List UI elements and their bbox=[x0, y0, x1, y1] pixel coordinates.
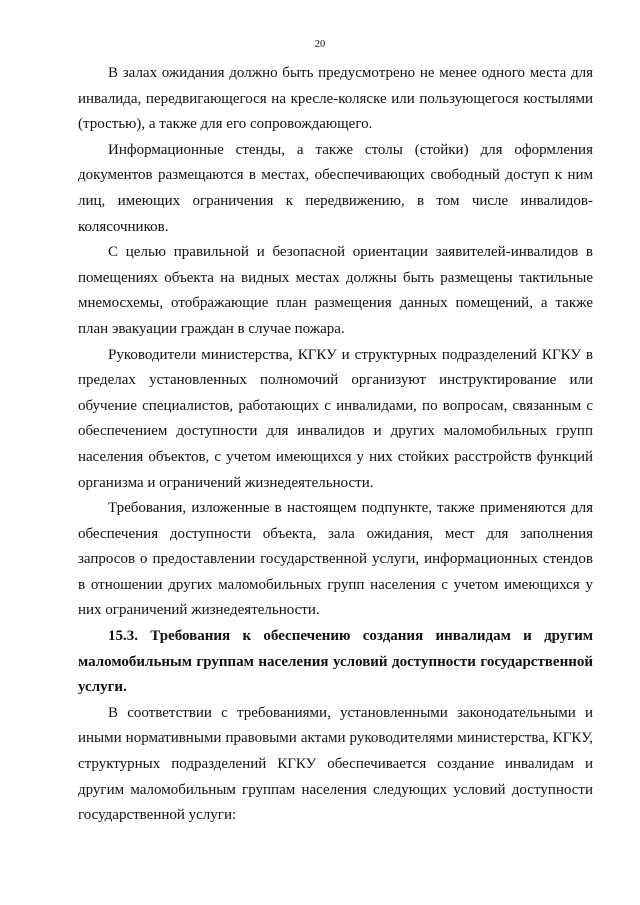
document-body bbox=[78, 61, 593, 829]
paragraph-accessibility-requirements: Требования, изложенные в настоящем подпункте, также применяются для обеспечения доступности объекта, зала ожидания, мест для заполнения запросов о предоставлении государственной услуги, информационных стендов в отношении других маломобильных групп населения с учетом имеющихся у них ограничений жизнедеятельности. bbox=[78, 500, 593, 619]
page-number: 20 bbox=[314, 39, 326, 50]
paragraph-staff-training: Руководители министерства, КГКУ и структурных подразделений КГКУ в пределах установленных полномочий организуют инструктирование или обучение специалистов, работающих с инвалидами, по вопросам, связанным с обеспечением доступности для инвалидов и других маломобильных групп населения объектов, с учетом имеющихся у них стойких расстройств функций организма и ограничений жизнедеятельности. bbox=[78, 346, 593, 491]
paragraph-waiting-hall-seats: В залах ожидания должно быть предусмотрено не менее одного места для инвалида, передвигающегося на кресле-коляске или пользующегося костылями (тростью), а также для его сопровождающего. bbox=[78, 65, 593, 133]
paragraph-accessibility-conditions: В соответствии с требованиями, установленными законодательными и иными нормативными правовыми актами руководителями министерства, КГКУ, структурных подразделений КГКУ обеспечивается создание инвалидам и другим маломобильным группам населения следующих условий доступности государственной услуги: bbox=[78, 704, 593, 824]
paragraph-tactile-schemes: С целью правильной и безопасной ориентации заявителей-инвалидов в помещениях объекта на видных местах должны быть размещены тактильные мнемосхемы, отображающие план размещения данных помещений, а также план эвакуации граждан в случае пожара. bbox=[78, 244, 593, 337]
paragraph-information-stands: Информационные стенды, а также столы (стойки) для оформления документов размещаются в местах, обеспечивающих свободный доступ к ним лиц, имеющих ограничения к передвижению, в том числе инвалидов-колясочников. bbox=[78, 141, 593, 235]
section-heading-15-3: 15.3. Требования к обеспечению создания инвалидам и другим маломобильным группам населения условий доступности государственной услуги. bbox=[78, 628, 593, 696]
